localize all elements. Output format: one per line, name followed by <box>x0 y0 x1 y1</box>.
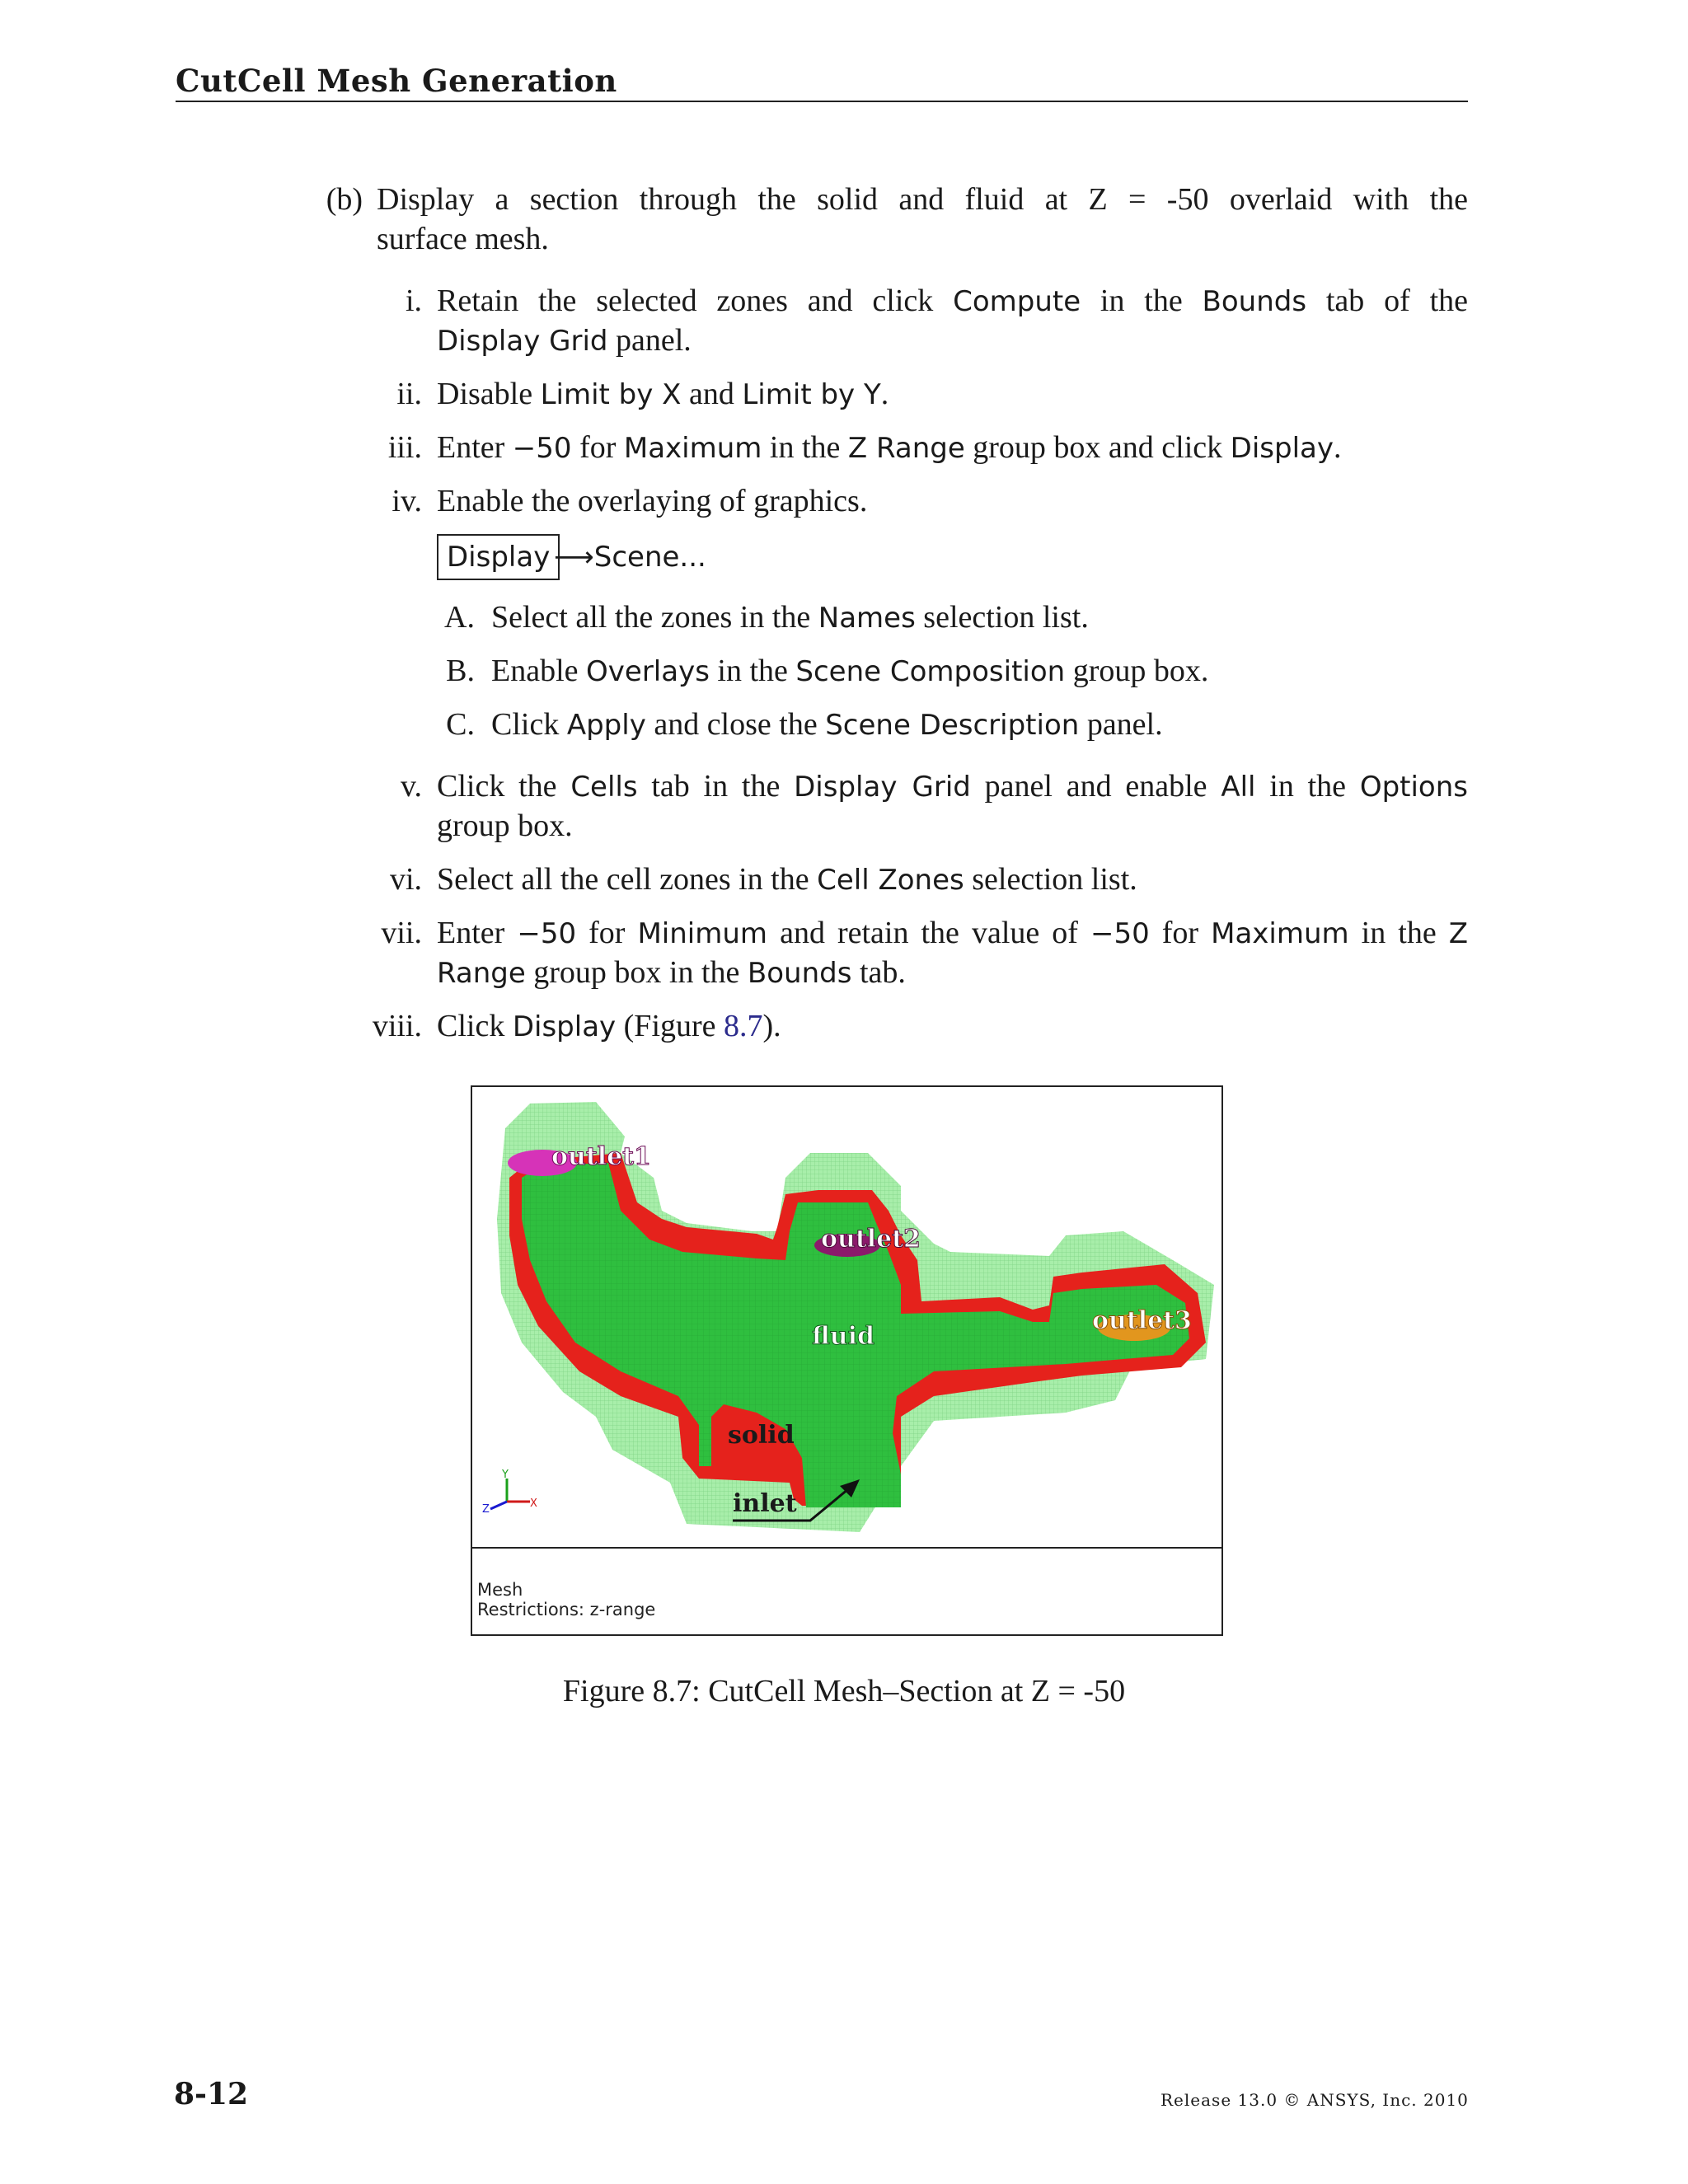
compute-keyword: Compute <box>953 285 1081 318</box>
figure-divider <box>472 1547 1221 1549</box>
label-solid: solid <box>728 1421 795 1450</box>
item-i-line2: Display Grid panel. <box>437 323 692 358</box>
running-header: CutCell Mesh Generation <box>176 63 617 99</box>
header-rule <box>176 101 1468 102</box>
item-viii-marker: viii. <box>372 1009 422 1043</box>
item-vi-line: Select all the cell zones in the Cell Zones selection list. <box>437 862 1137 897</box>
item-v-marker: v. <box>400 769 422 804</box>
label-fluid: fluid <box>812 1322 874 1351</box>
axis-triad-icon <box>482 1469 537 1516</box>
item-iv-marker: iv. <box>392 484 422 518</box>
item-ii-line: Disable Limit by X and Limit by Y. <box>437 377 889 411</box>
item-A-line: Select all the zones in the Names selection list. <box>491 600 1089 635</box>
menu-path <box>554 534 706 580</box>
label-outlet1: outlet1 <box>551 1142 651 1171</box>
label-outlet3: outlet3 <box>1092 1306 1192 1335</box>
figure-info-title: Mesh <box>477 1580 523 1600</box>
arrow-icon: ⟶ <box>554 541 594 574</box>
item-vii-line2: Range group box in the Bounds tab. <box>437 955 906 990</box>
item-v-line1: Click the Cells tab in the Display Grid panel and enable All in the Options <box>437 769 1468 804</box>
item-iii-marker: iii. <box>387 430 422 465</box>
page-number: 8-12 <box>174 2077 249 2111</box>
item-A-marker: A. <box>444 600 475 635</box>
item-iv-line: Enable the overlaying of graphics. <box>437 484 868 518</box>
scene-menu-item: Scene... <box>593 541 706 574</box>
item-C-line: Click Apply and close the Scene Description panel. <box>491 707 1163 742</box>
bounds-keyword: Bounds <box>1202 285 1307 318</box>
svg-text:Z: Z <box>482 1503 490 1516</box>
svg-text:X: X <box>530 1497 537 1510</box>
item-vii-marker: vii. <box>381 916 422 950</box>
label-inlet: inlet <box>733 1489 797 1518</box>
svg-text:Y: Y <box>502 1469 509 1481</box>
display-grid-keyword: Display Grid <box>437 325 608 358</box>
step-b-line1: Display a section through the solid and fluid at Z = -50 overlaid with the <box>377 182 1468 217</box>
item-viii-line: Click Display (Figure 8.7). <box>437 1009 781 1043</box>
item-C-marker: C. <box>446 707 475 742</box>
figure-reference-link[interactable]: 8.7 <box>724 1009 763 1043</box>
figure-caption: Figure 8.7: CutCell Mesh–Section at Z = -50 <box>562 1674 1126 1708</box>
step-b-line2: surface mesh. <box>377 222 549 256</box>
item-vii-line1: Enter −50 for Minimum and retain the value of −50 for Maximum in the Z <box>437 916 1469 950</box>
item-i-line1: Retain the selected zones and click Compute in the Bounds tab of the <box>437 284 1468 318</box>
step-b-marker: (b) <box>326 182 363 217</box>
mesh-render <box>472 1087 1221 1547</box>
item-B-marker: B. <box>446 654 475 688</box>
item-v-line2: group box. <box>437 808 573 843</box>
item-iii-line: Enter −50 for Maximum in the Z Range group box and click Display. <box>437 430 1342 465</box>
item-B-line: Enable Overlays in the Scene Composition group box. <box>491 654 1209 688</box>
item-ii-marker: ii. <box>396 377 422 411</box>
display-menu-item: Display <box>437 534 560 580</box>
figure-info-restrictions: Restrictions: z-range <box>477 1600 656 1619</box>
item-vi-marker: vi. <box>389 862 422 897</box>
label-outlet2: outlet2 <box>821 1225 921 1254</box>
mesh-figure <box>471 1085 1223 1636</box>
release-footer: Release 13.0 © ANSYS, Inc. 2010 <box>1160 2090 1469 2110</box>
item-i-marker: i. <box>405 284 422 318</box>
